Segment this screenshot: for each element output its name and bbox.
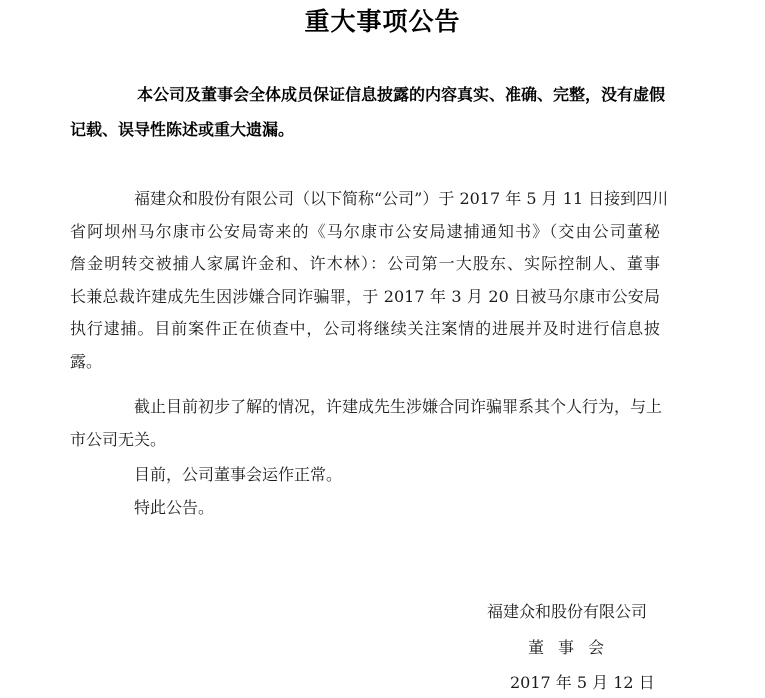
declaration-line: 记载、误导性陈述或重大遗漏。 [70,120,295,139]
paragraph-line: 詹金明转交被捕人家属许金和、许木林）：公司第一大股东、实际控制人、董事 [70,254,660,273]
paragraph-line: 福建众和股份有限公司（以下简称“公司”）于 2017 年 5 月 11 日接到四川 [134,189,669,208]
paragraph-line: 长兼总裁许建成先生因涉嫌合同诈骗罪，于 2017 年 3 月 20 日被马尔康市公安局 [70,286,660,306]
document-title: 重大事项公告 [304,7,461,36]
declaration-paragraph [70,77,666,147]
signature-company: 福建众和股份有限公司 [487,602,648,621]
declaration-line: 本公司及董事会全体成员保证信息披露的内容真实、准确、完整，没有虚假 [137,85,666,104]
paragraph-line: 执行逮捕。目前案件正在侦查中，公司将继续关注案情的进展并及时进行信息披 [70,319,660,338]
paragraph-line: 截止目前初步了解的情况，许建成先生涉嫌合同诈骗罪系其个人行为，与上 [134,397,663,416]
body-paragraph-4: 特此公告。 [134,498,215,517]
paragraph-line: 露。 [70,351,103,371]
body-paragraph-1 [70,183,669,378]
paragraph-line: 市公司无关。 [70,429,167,449]
signature-date: 2017 年 5 月 12 日 [510,673,655,692]
paragraph-line: 省阿坝州马尔康市公安局寄来的《马尔康市公安局逮捕通知书》（交由公司董秘 [70,221,660,241]
body-paragraph-2 [70,391,663,456]
signature-board: 董事会 [528,638,619,657]
body-paragraph-3: 目前，公司董事会运作正常。 [134,465,343,484]
